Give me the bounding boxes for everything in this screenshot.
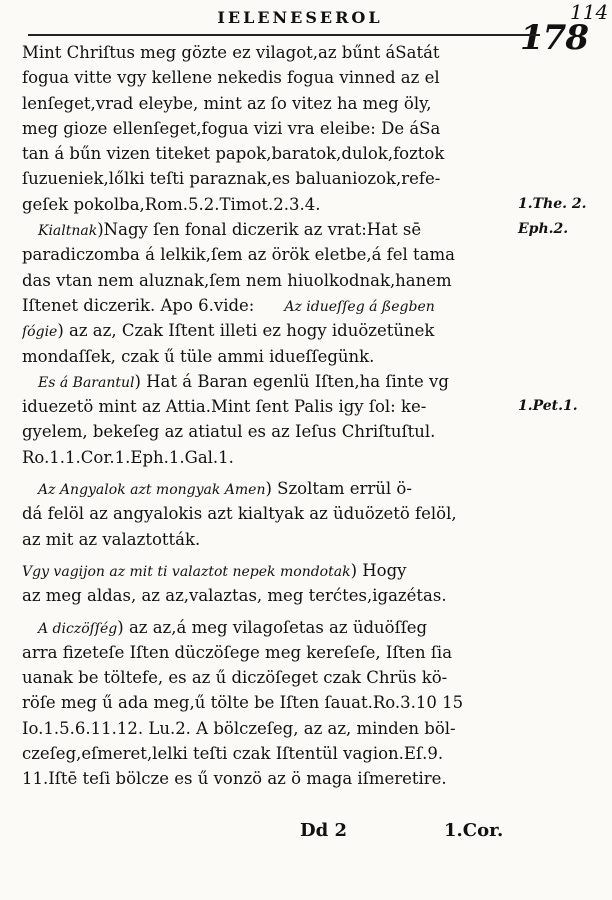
line-text: tan á bűn vizen titeket papok,baratok,dulok,foztok — [22, 144, 445, 164]
line-text: )Nagy ſen fonal diczerik az vrat:Hat sē — [97, 220, 422, 240]
catchword: 1.Cor. — [444, 820, 504, 841]
line-text: ſuzueniek,lőlki teſti paraznak,es baluaniozok,refe- — [22, 169, 441, 189]
text-line — [22, 690, 516, 715]
text-line — [22, 665, 516, 690]
line-text: czeſeg,eſmeret,lelki teſti czak Iſtentül vagion.Eſ.9. — [22, 744, 444, 764]
text-line — [22, 369, 516, 394]
text-line — [22, 527, 516, 552]
text-line — [22, 445, 516, 470]
line-text: ) az az, Czak Iſtent illeti ez hogy iduözetünek — [57, 321, 435, 341]
text-line — [22, 91, 516, 116]
line-text: das vtan nem aluznak,ſem nem hiuolkodnak,hanem — [22, 270, 452, 290]
line-text: Io.1.5.6.11.12. Lu.2. A bölczeſeg, az az, minden böl- — [22, 718, 456, 738]
text-line — [22, 615, 516, 640]
line-text: röſe meg ű ada meg,ű tölte be Iſten ſauat.Ro.3.10 15 — [22, 693, 464, 713]
body-text — [22, 40, 516, 792]
text-line — [22, 558, 516, 583]
text-line — [22, 640, 516, 665]
text-line — [22, 766, 516, 791]
line-text: paradiczomba á lelkik,ſem az örök eletbe,á fel tama — [22, 245, 456, 265]
text-line — [22, 192, 516, 217]
header-rule — [28, 34, 540, 36]
lemma: Vgy vagijon az mit ti valaztot nepek mondotak — [22, 563, 351, 580]
text-line — [22, 344, 516, 369]
handwritten-page-number: 114 — [570, 0, 609, 24]
lemma: Az Angyalok azt mongyak Amen — [38, 482, 266, 499]
line-text: iduezetö mint az Attia.Mint ſent Palis igy ſol: ke- — [22, 397, 427, 417]
text-line — [22, 501, 516, 526]
text-line — [22, 716, 516, 741]
line-text: az mit az valaztották. — [22, 529, 201, 549]
lemma: A diczöſſég — [38, 620, 118, 637]
line-text: dá felöl az angyalokis azt kialtyak az üduözetö felöl, — [22, 504, 457, 524]
running-head: IELENESEROL — [217, 8, 383, 27]
line-text: az meg aldas, az az,valaztas, meg terćtes,igazétas. — [22, 586, 447, 606]
text-line — [22, 116, 516, 141]
lemma: Kialtnak — [38, 223, 98, 240]
text-line — [22, 268, 516, 293]
margin-reference: 1.The. 2. — [518, 196, 587, 212]
line-text: ) Szoltam errül ö- — [265, 479, 412, 499]
text-line — [22, 293, 516, 318]
line-text: arra fizeteſe Iſten düczöſege meg kereſeſe, Iſten ſia — [22, 642, 453, 662]
margin-reference: 1.Pet.1. — [518, 398, 578, 414]
line-text: uanak be töltefe, es az ű diczöſeget czak Chrüs kö- — [22, 668, 448, 688]
text-line — [22, 217, 516, 242]
line-text: ) az az,á meg vilagoſetas az üduöſſeg — [117, 617, 428, 637]
line-text: ) Hat á Baran egenlü Iſten,ha ſinte vg — [134, 371, 449, 391]
lemma: ſógie — [22, 324, 58, 341]
text-line — [22, 476, 516, 501]
line-text: Ro.1.1.Cor.1.Eph.1.Gal.1. — [22, 447, 234, 467]
lemma: Es á Barantul — [38, 374, 135, 391]
line-text: ) Hogy — [350, 560, 407, 580]
signature-mark: Dd 2 — [300, 820, 347, 841]
line-text: Mint Chriſtus meg gözte ez vilagot,az bűnt áSatát — [22, 43, 440, 62]
text-line — [22, 141, 516, 166]
line-text: gyelem, bekeſeg az atiatul es az Ieſus Chriſtuſtul. — [22, 422, 436, 442]
line-text: meg gioze ellenſeget,fogua vizi vra eleibe: De áSa — [22, 118, 441, 138]
line-text: Iſtenet diczerik. Apo 6.vide: — [22, 295, 255, 315]
line-text: geſek pokolba,Rom.5.2.Timot.2.3.4. — [22, 194, 321, 214]
lemma: Az idueſſeg á ßegben — [284, 298, 435, 315]
text-line — [22, 419, 516, 444]
text-line — [22, 318, 516, 343]
margin-reference: Eph.2. — [518, 221, 569, 237]
text-line — [22, 166, 516, 191]
text-line — [22, 242, 516, 267]
text-line — [22, 65, 516, 90]
text-line — [22, 40, 516, 65]
line-text: mondaſſek, czak ű tüle ammi idueſſegünk. — [22, 346, 375, 366]
text-line — [22, 394, 516, 419]
line-text: 11.Iſtē teſi bölcze es ű vonzö az ö maga iſmeretire. — [22, 769, 447, 789]
text-line — [22, 741, 516, 766]
line-text: fogua vitte vgy kellene nekedis fogua vinned az el — [22, 68, 440, 88]
page-number: 178 — [520, 18, 588, 58]
text-line — [22, 583, 516, 608]
line-text: lenſeget,vrad eleybe, mint az ſo vitez ha meg öly, — [22, 93, 432, 113]
